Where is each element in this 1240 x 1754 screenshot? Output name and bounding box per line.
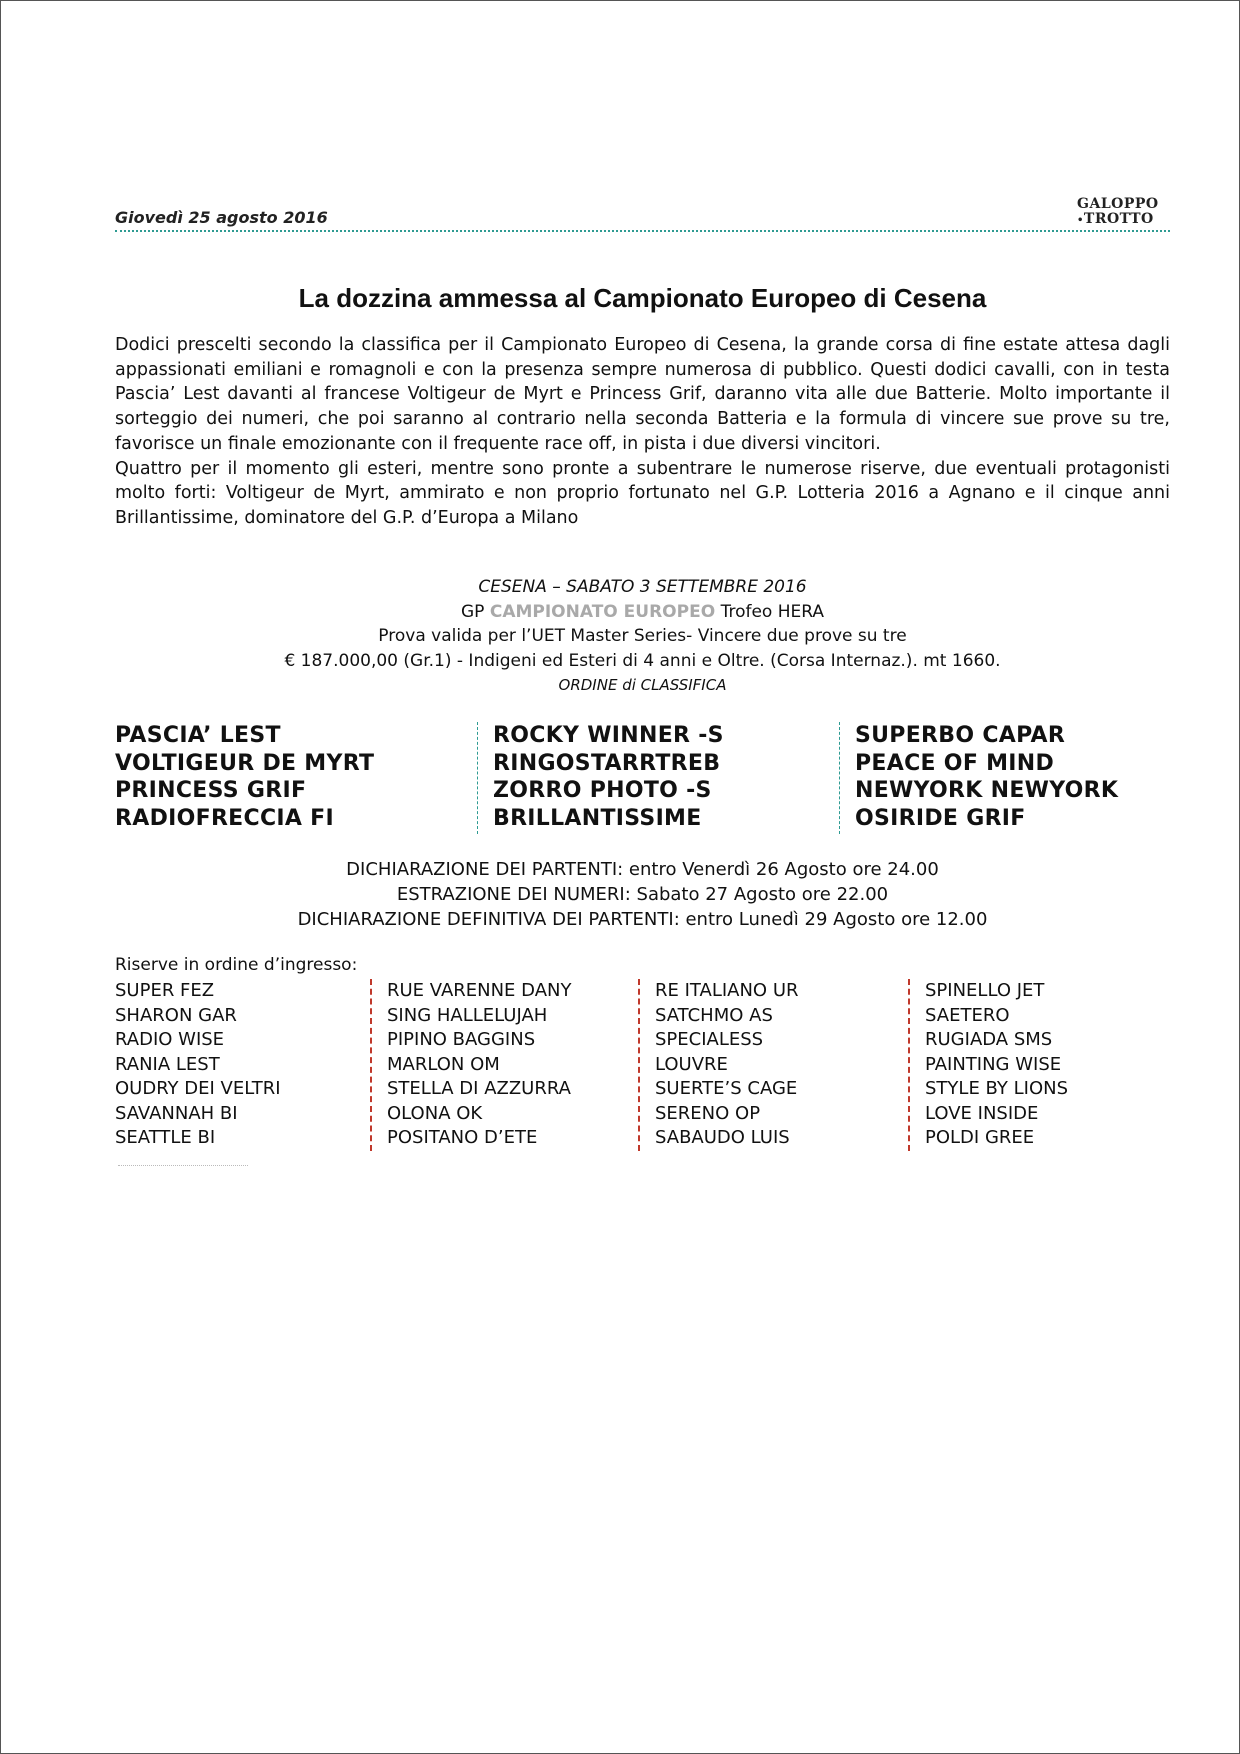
reserve-horse: OUDRY DEI VELTRI — [115, 1078, 281, 1099]
reserves-list — [115, 979, 1170, 1149]
reserve-horse: RUE VARENNE DANY — [387, 980, 572, 1001]
reserve-horse: SING HALLELUJAH — [387, 1004, 548, 1026]
horse-name: PEACE OF MIND — [855, 750, 1055, 776]
reserve-horse: OLONA OK — [387, 1102, 483, 1124]
horse-name: NEWYORK NEWYORK — [855, 778, 1119, 803]
reserve-horse: SUERTE’S CAGE — [655, 1078, 798, 1099]
horse-name: PRINCESS GRIF — [115, 778, 307, 803]
article-title: La dozzina ammessa al Campionato Europeo di Cesena — [298, 283, 987, 313]
reserve-horse: POLDI GREE — [925, 1127, 1035, 1148]
race-order-label: ORDINE di CLASSIFICA — [558, 676, 727, 694]
race-gp-prefix: GP — [461, 601, 485, 622]
galoppo-trotto-logo — [1077, 197, 1170, 228]
race-place-date: CESENA – SABATO 3 SETTEMBRE 2016 — [478, 577, 807, 597]
horses-column-1 — [115, 722, 374, 834]
reserves-column-3 — [638, 979, 799, 1151]
deadline-line: DICHIARAZIONE DEI PARTENTI: entro Venerdì 26 Agosto ore 24.00 — [346, 859, 939, 880]
reserve-horse: RADIO WISE — [115, 1029, 225, 1050]
reserve-horse: SPINELLO JET — [925, 980, 1045, 1001]
reserve-horse: RE ITALIANO UR — [655, 980, 799, 1001]
logo-line-2 — [1077, 212, 1170, 228]
reserve-horse: SEATTLE BI — [115, 1127, 216, 1148]
race-name-line — [115, 600, 1170, 625]
reserve-horse: STELLA DI AZZURRA — [387, 1078, 571, 1099]
horses-column-3 — [839, 722, 1118, 834]
reserve-horse: SUPER FEZ — [115, 980, 215, 1001]
race-info — [115, 575, 1170, 698]
reserve-horse: SAETERO — [925, 1004, 1010, 1026]
horse-name: SUPERBO CAPAR — [855, 723, 1066, 748]
reserve-horse: LOVE INSIDE — [925, 1102, 1039, 1124]
article-body — [115, 333, 1170, 531]
horse-name: BRILLANTISSIME — [493, 805, 702, 831]
race-gp-name: CAMPIONATO EUROPEO — [489, 601, 716, 622]
reserves-column-2 — [370, 979, 571, 1151]
issue-date: Giovedì 25 agosto 2016 — [115, 208, 328, 227]
reserve-horse: POSITANO D’ETE — [387, 1127, 538, 1148]
reserves-column-1 — [115, 979, 281, 1151]
horse-name: RINGOSTARRTREB — [493, 750, 721, 776]
reserve-horse: SAVANNAH BI — [115, 1102, 238, 1124]
horse-name: OSIRIDE GRIF — [855, 805, 1026, 831]
horse-name: ROCKY WINNER -S — [493, 723, 724, 748]
header-divider — [115, 230, 1170, 232]
deadline-line: ESTRAZIONE DEI NUMERI: Sabato 27 Agosto ore 22.00 — [396, 884, 889, 905]
admitted-horses — [115, 722, 1170, 834]
reserve-horse: RUGIADA SMS — [925, 1029, 1053, 1050]
logo-line-1: GALOPPO — [1077, 196, 1159, 212]
race-validity: Prova valida per l’UET Master Series- Vincere due prove su tre — [378, 626, 907, 646]
race-gp-suffix: Trofeo HERA — [720, 601, 824, 622]
reserve-horse: PIPINO BAGGINS — [387, 1029, 536, 1050]
reserve-horse: PAINTING WISE — [925, 1053, 1062, 1075]
deadline-line: DICHIARAZIONE DEFINITIVA DEI PARTENTI: entro Lunedì 29 Agosto ore 12.00 — [297, 909, 988, 930]
reserve-horse: LOUVRE — [655, 1053, 728, 1075]
race-purse: € 187.000,00 (Gr.1) - Indigeni ed Esteri di 4 anni e Oltre. (Corsa Internaz.). mt 1660. — [284, 650, 1001, 671]
reserve-horse: SABAUDO LUIS — [655, 1127, 790, 1148]
reserve-horse: SERENO OP — [655, 1102, 761, 1124]
reserve-horse: STYLE BY LIONS — [925, 1078, 1069, 1099]
reserve-horse: RANIA LEST — [115, 1053, 220, 1075]
scan-artifact — [118, 1165, 248, 1168]
horse-name: RADIOFRECCIA FI — [115, 805, 334, 831]
horse-name: PASCIA’ LEST — [115, 723, 281, 748]
article-paragraph-1: Dodici prescelti secondo la classifica per il Campionato Europeo di Cesena, la grande corsa di fine estate attesa dagli appassionati emiliani e romagnoli e con la presenza sempre numerosa di pubblico. Questi dodici cavalli, con in testa Pascia’ Lest davanti al francese Voltigeur de Myrt e Princess Grif, daranno vita alle due Batterie. Molto importante il sorteggio dei numeri, che poi saranno al contrario nella seconda Batteria e la formula di vincere sue prove su tre, favorisce un finale emozionante con il frequente race off, in pista i due diversi vincitori. — [115, 335, 1170, 454]
reserve-horse: SHARON GAR — [115, 1004, 237, 1026]
horse-name: ZORRO PHOTO -S — [493, 778, 712, 803]
reserve-horse: MARLON OM — [387, 1053, 500, 1075]
reserve-horse: SATCHMO AS — [655, 1004, 773, 1026]
reserves-column-4 — [908, 979, 1068, 1151]
horse-name: VOLTIGEUR DE MYRT — [115, 750, 375, 776]
deadlines — [115, 857, 1170, 932]
reserves-label: Riserve in ordine d’ingresso: — [115, 955, 358, 975]
logo-line-2-text: TROTTO — [1083, 211, 1154, 227]
reserve-horse: SPECIALESS — [655, 1029, 764, 1050]
article-paragraph-2: Quattro per il momento gli esteri, mentre sono pronte a subentrare le numerose riserve, due eventuali protagonisti molto forti: Voltigeur de Myrt, ammirato e non proprio fortunato nel G.P. Lotteria 2016 a Agnano e il cinque anni Brillantissime, dominatore del G.P. d’Europa a Milano — [115, 458, 1170, 528]
horses-column-2 — [477, 722, 724, 834]
